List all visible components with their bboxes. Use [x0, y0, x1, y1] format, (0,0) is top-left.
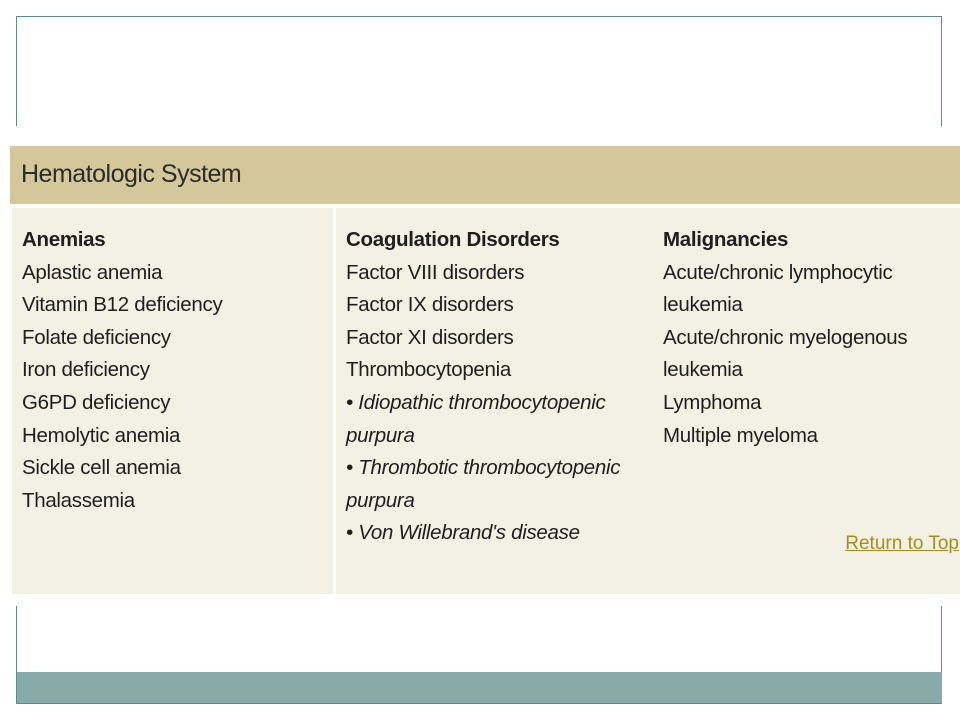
- list-item: Iron deficiency: [22, 358, 150, 382]
- list-item: G6PD deficiency: [22, 390, 171, 414]
- list-item: Factor IX disorders: [346, 293, 514, 317]
- right-columns: [336, 208, 960, 594]
- sub-list-item: • Von Willebrand's disease: [346, 521, 580, 545]
- list-item: Factor VIII disorders: [346, 260, 525, 284]
- list-item: Thrombocytopenia: [346, 358, 511, 382]
- malignancies-heading: Malignancies: [663, 228, 789, 251]
- anemias-heading: Anemias: [22, 228, 106, 251]
- hematologic-panel: [10, 126, 960, 606]
- panel-title: Hematologic System: [21, 160, 242, 188]
- return-to-top-link[interactable]: Return to Top: [845, 533, 959, 554]
- list-item: Multiple myeloma: [663, 423, 818, 447]
- anemias-column: [12, 208, 333, 594]
- list-item: Lymphoma: [663, 390, 762, 414]
- list-item: Aplastic anemia: [22, 260, 163, 284]
- sub-list-item: • Idiopathic thrombocytopenic purpura: [346, 390, 606, 447]
- anemias-list: [22, 224, 222, 517]
- list-item: Hemolytic anemia: [22, 423, 181, 447]
- malignancies-list: [663, 224, 953, 452]
- list-item: Acute/chronic myelogenous leukemia: [663, 325, 908, 382]
- sub-list-item: • Thrombotic thrombocytopenic purpura: [346, 456, 621, 512]
- coagulation-list: [346, 224, 656, 550]
- panel-header: [10, 146, 960, 206]
- list-item: Folate deficiency: [22, 325, 171, 349]
- list-item: Sickle cell anemia: [22, 456, 181, 480]
- list-item: Acute/chronic lymphocytic leukemia: [663, 260, 893, 317]
- slide-footer-bar: [17, 672, 942, 703]
- list-item: Thalassemia: [22, 488, 135, 512]
- list-item: Vitamin B12 deficiency: [22, 293, 223, 317]
- coagulation-heading: Coagulation Disorders: [346, 228, 560, 251]
- list-item: Factor XI disorders: [346, 325, 514, 349]
